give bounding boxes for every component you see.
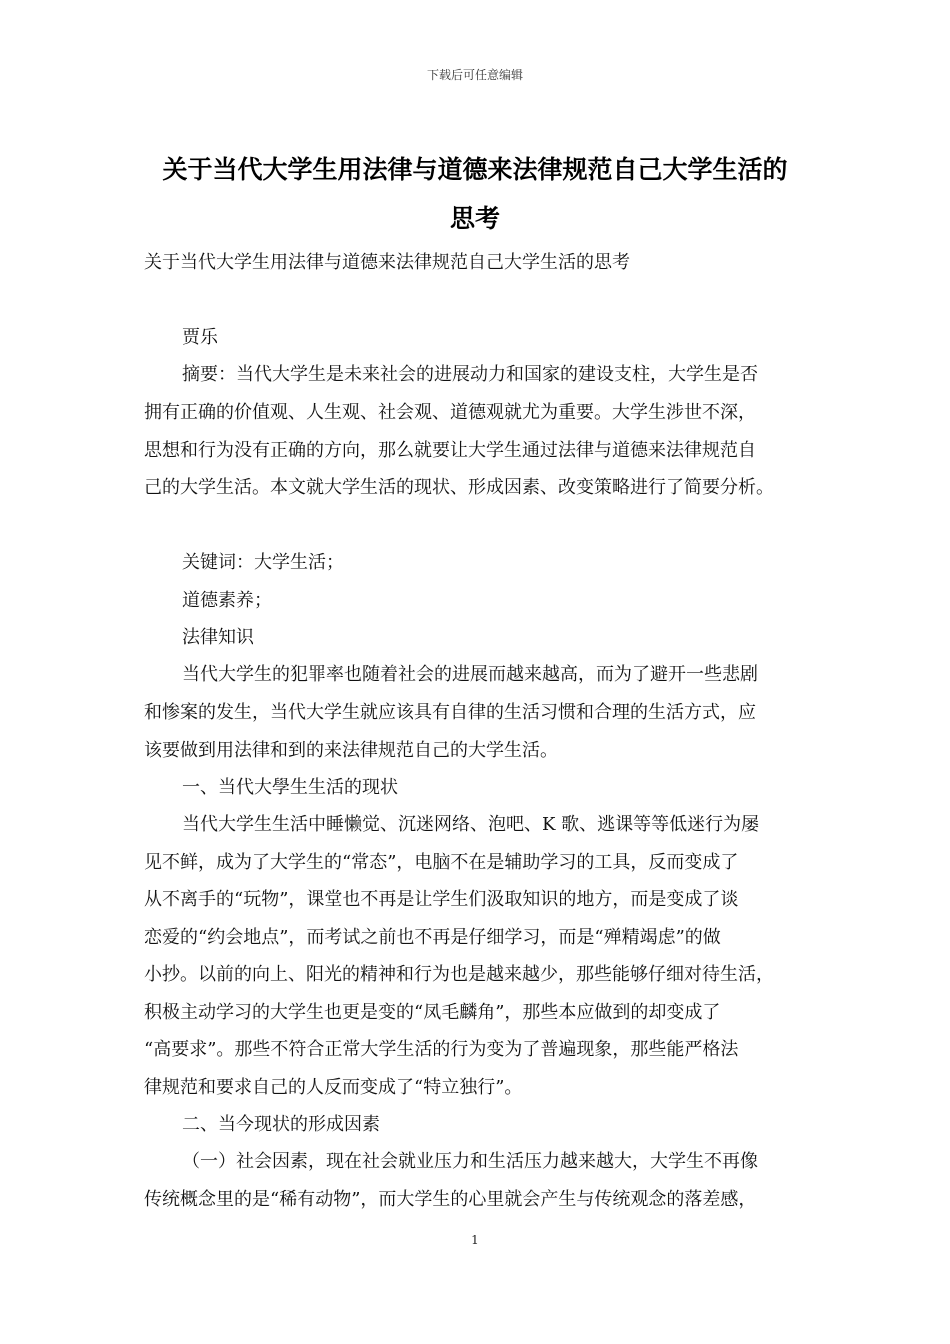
body-line: 见不鲜，成为了大学生的“常态”，电脑不在是辅助学习的工具，反而变成了: [144, 852, 739, 873]
page-number: 1: [471, 1233, 479, 1247]
keyword-line: 道德素养；: [182, 590, 272, 611]
body-line: 和惨案的发生，当代大学生就应该具有自律的生活习惯和合理的生活方式，应: [144, 702, 756, 723]
body-line: 当代大学生生活中睡懒觉、沉迷网络、泡吧、K 歌、逃课等等低迷行为屡: [182, 814, 760, 835]
body-line: （一）社会因素，现在社会就业压力和生活压力越来越大，大学生不再像: [182, 1151, 758, 1172]
body-line: 当代大学生的犯罪率也随着社会的进展而越来越高，而为了避开一些悲剧: [182, 664, 758, 685]
body-line: 积极主动学习的大学生也更是变的“凤毛麟角”，那些本应做到的却变成了: [144, 1002, 721, 1023]
author: 贾乐: [182, 327, 218, 348]
body-line: 从不离手的“玩物”，课堂也不再是让学生们汲取知识的地方，而是变成了谈: [144, 889, 739, 910]
abstract-line: 己的大学生活。本文就大学生活的现状、形成因素、改变策略进行了简要分析。: [144, 477, 774, 498]
document-title-line-2: 思考: [449, 204, 500, 233]
body-line: 传统概念里的是“稀有动物”，而大学生的心里就会产生与传统观念的落差感，: [144, 1189, 757, 1210]
header-note: 下载后可任意编辑: [426, 68, 523, 82]
body-line: “高要求”。那些不符合正常大学生活的行为变为了普遍现象，那些能严格法: [144, 1039, 739, 1060]
abstract-line: 摘要：当代大学生是未来社会的进展动力和国家的建设支柱，大学生是否: [182, 364, 758, 385]
subtitle: 关于当代大学生用法律与道德来法律规范自己大学生活的思考: [144, 252, 630, 273]
body-line: 恋爱的“约会地点”，而考试之前也不再是仔细学习，而是“殚精竭虑”的做: [144, 927, 721, 948]
section-heading-1: 一、当代大學生生活的现状: [182, 777, 398, 798]
body-line: 小抄。以前的向上、阳光的精神和行为也是越来越少，那些能够仔细对待生活，: [144, 964, 774, 985]
body-line: 该要做到用法律和到的来法律规范自己的大学生活。: [144, 740, 558, 761]
body-line: 律规范和要求自己的人反而变成了“特立独行”。: [144, 1077, 523, 1098]
abstract-line: 拥有正确的价值观、人生观、社会观、道德观就尤为重要。大学生涉世不深，: [144, 402, 756, 423]
section-heading-2: 二、当今现状的形成因素: [182, 1114, 380, 1135]
keyword-line: 法律知识: [182, 627, 254, 648]
abstract-line: 思想和行为没有正确的方向，那么就要让大学生通过法律与道德来法律规范自: [144, 440, 756, 461]
document-title-line-1: 关于当代大学生用法律与道德来法律规范自己大学生活的: [162, 155, 788, 184]
keyword-line: 关键词：大学生活；: [182, 552, 344, 573]
